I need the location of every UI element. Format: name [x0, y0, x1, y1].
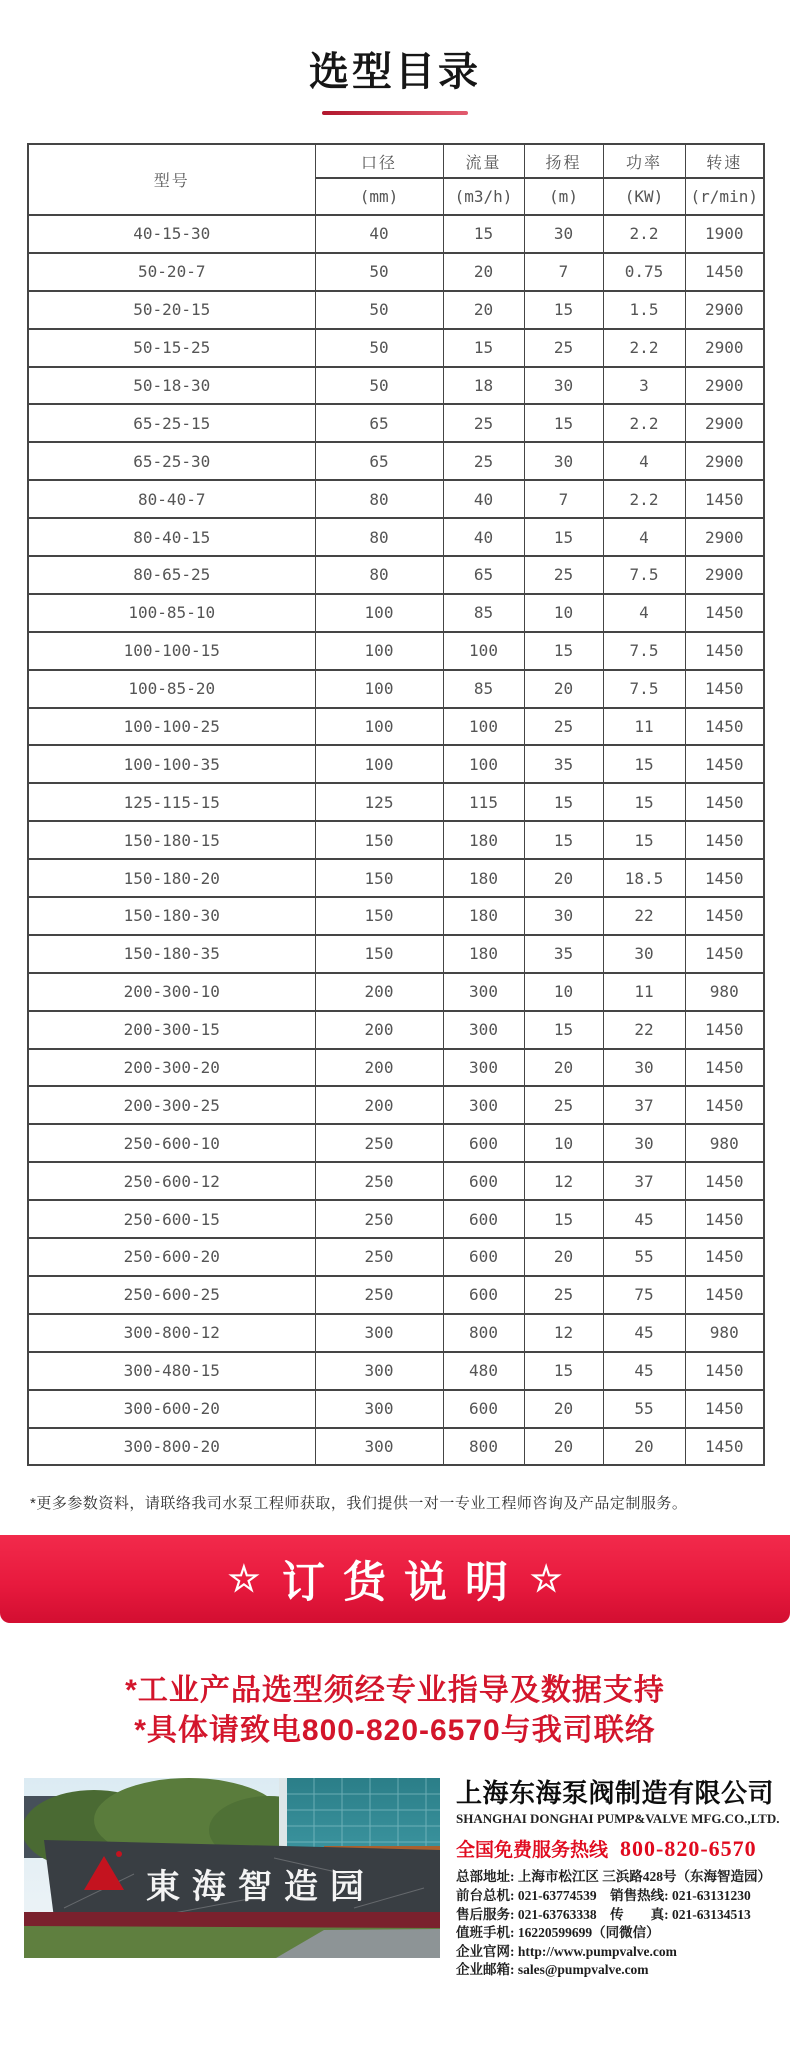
cell-speed: 1450: [685, 897, 764, 935]
col-header-model: 型号: [28, 144, 315, 215]
col-header-flow: 流量: [443, 144, 524, 178]
notice-line-2: *具体请致电800-820-6570与我司联络: [134, 1714, 656, 1748]
table-row: [28, 594, 764, 632]
cell-diameter: 125: [315, 783, 443, 821]
cell-flow: 40: [443, 518, 524, 556]
cell-flow: 600: [443, 1200, 524, 1238]
cell-speed: 980: [685, 1314, 764, 1352]
cell-flow: 600: [443, 1124, 524, 1162]
cell-head: 30: [524, 442, 603, 480]
cell-diameter: 100: [315, 632, 443, 670]
cell-diameter: 200: [315, 1011, 443, 1049]
cell-speed: 2900: [685, 404, 764, 442]
cell-power: 3: [603, 367, 685, 405]
cell-flow: 600: [443, 1162, 524, 1200]
cell-speed: 2900: [685, 367, 764, 405]
cell-speed: 1900: [685, 215, 764, 253]
cell-diameter: 50: [315, 329, 443, 367]
cell-diameter: 300: [315, 1390, 443, 1428]
cell-flow: 300: [443, 1086, 524, 1124]
col-header-diameter: 口径: [315, 144, 443, 178]
photo-flower-hedge: [24, 1912, 440, 1928]
cell-model: 200-300-25: [28, 1086, 315, 1124]
col-unit-flow: (m3/h): [443, 178, 524, 215]
cell-model: 100-85-10: [28, 594, 315, 632]
table-row: [28, 291, 764, 329]
photo-sign-text: 東海智造园: [146, 1868, 376, 1907]
cell-flow: 25: [443, 404, 524, 442]
table-row: [28, 556, 764, 594]
col-unit-diameter: (mm): [315, 178, 443, 215]
cell-power: 45: [603, 1314, 685, 1352]
cell-head: 7: [524, 253, 603, 291]
cell-head: 20: [524, 1238, 603, 1276]
table-header: [28, 144, 764, 215]
cell-model: 250-600-20: [28, 1238, 315, 1276]
cell-flow: 100: [443, 745, 524, 783]
title-underline: [322, 111, 468, 115]
cell-speed: 1450: [685, 935, 764, 973]
cell-speed: 1450: [685, 745, 764, 783]
cell-diameter: 80: [315, 480, 443, 518]
cell-speed: 2900: [685, 518, 764, 556]
cell-diameter: 100: [315, 745, 443, 783]
cell-model: 50-18-30: [28, 367, 315, 405]
cell-model: 100-100-25: [28, 708, 315, 746]
cell-diameter: 200: [315, 1086, 443, 1124]
cell-speed: 1450: [685, 480, 764, 518]
cell-speed: 1450: [685, 1238, 764, 1276]
cell-power: 22: [603, 897, 685, 935]
table-row: [28, 670, 764, 708]
hotline-number: 800-820-6570: [620, 1836, 757, 1862]
cell-speed: 1450: [685, 859, 764, 897]
cell-power: 7.5: [603, 632, 685, 670]
cell-flow: 65: [443, 556, 524, 594]
cell-diameter: 250: [315, 1200, 443, 1238]
table-row: [28, 1011, 764, 1049]
cell-flow: 300: [443, 1011, 524, 1049]
company-address: 总部地址: 上海市松江区 三浜路428号（东海智造园）: [456, 1869, 771, 1885]
table-row: [28, 518, 764, 556]
cell-power: 15: [603, 745, 685, 783]
table-row: [28, 1314, 764, 1352]
cell-power: 20: [603, 1428, 685, 1466]
cell-speed: 1450: [685, 1390, 764, 1428]
cell-head: 25: [524, 329, 603, 367]
cell-head: 10: [524, 594, 603, 632]
cell-speed: 1450: [685, 821, 764, 859]
cell-power: 75: [603, 1276, 685, 1314]
cell-speed: 2900: [685, 329, 764, 367]
cell-diameter: 80: [315, 518, 443, 556]
cell-diameter: 250: [315, 1124, 443, 1162]
table-row: [28, 783, 764, 821]
cell-diameter: 100: [315, 670, 443, 708]
table-row: [28, 1390, 764, 1428]
company-name-en: SHANGHAI DONGHAI PUMP&VALVE MFG.CO.,LTD.: [456, 1811, 780, 1827]
cell-flow: 20: [443, 291, 524, 329]
cell-model: 200-300-15: [28, 1011, 315, 1049]
table-row: [28, 480, 764, 518]
cell-speed: 1450: [685, 708, 764, 746]
cell-diameter: 250: [315, 1276, 443, 1314]
notice-line-1: *工业产品选型须经专业指导及数据支持: [125, 1674, 665, 1708]
cell-speed: 980: [685, 1124, 764, 1162]
cell-diameter: 250: [315, 1238, 443, 1276]
cell-model: 40-15-30: [28, 215, 315, 253]
cell-power: 18.5: [603, 859, 685, 897]
cell-speed: 1450: [685, 1428, 764, 1466]
table-body: [28, 215, 764, 1465]
cell-model: 65-25-30: [28, 442, 315, 480]
table-row: [28, 897, 764, 935]
cell-model: 250-600-10: [28, 1124, 315, 1162]
cell-head: 25: [524, 1276, 603, 1314]
cell-flow: 85: [443, 594, 524, 632]
cell-flow: 600: [443, 1276, 524, 1314]
cell-head: 15: [524, 1011, 603, 1049]
table-row: [28, 1162, 764, 1200]
cell-model: 150-180-15: [28, 821, 315, 859]
cell-model: 80-65-25: [28, 556, 315, 594]
cell-diameter: 80: [315, 556, 443, 594]
cell-model: 50-20-7: [28, 253, 315, 291]
cell-power: 55: [603, 1390, 685, 1428]
company-name-cn: 上海东海泵阀制造有限公司: [456, 1778, 775, 1809]
cell-head: 15: [524, 821, 603, 859]
cell-flow: 300: [443, 1049, 524, 1087]
table-row: [28, 1276, 764, 1314]
cell-power: 37: [603, 1162, 685, 1200]
cell-flow: 180: [443, 935, 524, 973]
footnote-text: *更多参数资料，请联络我司水泵工程师获取，我们提供一对一专业工程师咨询及产品定制服务。: [30, 1495, 688, 1513]
cell-flow: 100: [443, 708, 524, 746]
cell-model: 80-40-15: [28, 518, 315, 556]
cell-flow: 100: [443, 632, 524, 670]
cell-speed: 1450: [685, 253, 764, 291]
cell-power: 30: [603, 935, 685, 973]
cell-head: 15: [524, 632, 603, 670]
cell-head: 15: [524, 1352, 603, 1390]
cell-diameter: 65: [315, 404, 443, 442]
cell-diameter: 150: [315, 897, 443, 935]
cell-power: 2.2: [603, 329, 685, 367]
cell-speed: 1450: [685, 1162, 764, 1200]
cell-head: 20: [524, 1428, 603, 1466]
cell-speed: 2900: [685, 291, 764, 329]
cell-power: 4: [603, 442, 685, 480]
cell-speed: 1450: [685, 1049, 764, 1087]
cell-flow: 800: [443, 1428, 524, 1466]
cell-head: 20: [524, 1390, 603, 1428]
cell-diameter: 200: [315, 973, 443, 1011]
col-header-power: 功率: [603, 144, 685, 178]
star-icon: ☆: [530, 1558, 563, 1600]
cell-diameter: 100: [315, 708, 443, 746]
cell-diameter: 200: [315, 1049, 443, 1087]
company-service-fax-line: 售后服务: 021-63763338 传 真: 021-63134513: [456, 1906, 751, 1922]
table-row: [28, 215, 764, 253]
cell-flow: 115: [443, 783, 524, 821]
cell-power: 45: [603, 1352, 685, 1390]
cell-head: 15: [524, 783, 603, 821]
col-unit-power: (KW): [603, 178, 685, 215]
cell-flow: 180: [443, 859, 524, 897]
cell-power: 37: [603, 1086, 685, 1124]
cell-flow: 300: [443, 973, 524, 1011]
cell-power: 4: [603, 518, 685, 556]
notice-block: [0, 1671, 790, 1751]
cell-head: 30: [524, 897, 603, 935]
hotline-label: 全国免费服务热线: [456, 1840, 609, 1862]
cell-diameter: 50: [315, 253, 443, 291]
cell-speed: 1450: [685, 1276, 764, 1314]
cell-diameter: 250: [315, 1162, 443, 1200]
cell-speed: 1450: [685, 1352, 764, 1390]
cell-model: 250-600-12: [28, 1162, 315, 1200]
cell-model: 300-600-20: [28, 1390, 315, 1428]
donghai-logo-dot: [116, 1851, 122, 1857]
table-row: [28, 442, 764, 480]
cell-speed: 980: [685, 973, 764, 1011]
cell-flow: 15: [443, 215, 524, 253]
cell-flow: 800: [443, 1314, 524, 1352]
cell-head: 12: [524, 1162, 603, 1200]
cell-model: 100-100-15: [28, 632, 315, 670]
table-row: [28, 973, 764, 1011]
company-details: [456, 1868, 786, 1980]
cell-head: 20: [524, 1049, 603, 1087]
cell-flow: 20: [443, 253, 524, 291]
cell-flow: 480: [443, 1352, 524, 1390]
table-row: [28, 935, 764, 973]
cell-flow: 40: [443, 480, 524, 518]
col-header-head: 扬程: [524, 144, 603, 178]
company-info: [456, 1778, 786, 1980]
cell-diameter: 150: [315, 935, 443, 973]
cell-power: 45: [603, 1200, 685, 1238]
cell-diameter: 40: [315, 215, 443, 253]
selection-table: [27, 143, 765, 1466]
cell-model: 150-180-20: [28, 859, 315, 897]
company-email-line: 企业邮箱: sales@pumpvalve.com: [456, 1962, 649, 1978]
cell-head: 30: [524, 367, 603, 405]
cell-flow: 180: [443, 821, 524, 859]
cell-model: 50-15-25: [28, 329, 315, 367]
cell-model: 300-480-15: [28, 1352, 315, 1390]
order-notice-banner: [0, 1535, 790, 1623]
cell-power: 7.5: [603, 556, 685, 594]
cell-head: 15: [524, 404, 603, 442]
cell-model: 300-800-20: [28, 1428, 315, 1466]
cell-model: 200-300-20: [28, 1049, 315, 1087]
cell-diameter: 50: [315, 291, 443, 329]
cell-head: 20: [524, 670, 603, 708]
cell-head: 10: [524, 1124, 603, 1162]
cell-diameter: 300: [315, 1352, 443, 1390]
company-website-line: 企业官网: http://www.pumpvalve.com: [456, 1943, 677, 1959]
cell-power: 55: [603, 1238, 685, 1276]
table-row: [28, 1086, 764, 1124]
cell-head: 10: [524, 973, 603, 1011]
cell-diameter: 300: [315, 1314, 443, 1352]
col-unit-head: (m): [524, 178, 603, 215]
table-row: [28, 367, 764, 405]
cell-head: 15: [524, 1200, 603, 1238]
cell-head: 12: [524, 1314, 603, 1352]
cell-flow: 600: [443, 1390, 524, 1428]
cell-flow: 180: [443, 897, 524, 935]
cell-head: 20: [524, 859, 603, 897]
cell-power: 22: [603, 1011, 685, 1049]
factory-photo: [24, 1778, 440, 1958]
table-row: [28, 1352, 764, 1390]
cell-head: 30: [524, 215, 603, 253]
table-row: [28, 1049, 764, 1087]
cell-head: 35: [524, 935, 603, 973]
cell-head: 25: [524, 708, 603, 746]
cell-power: 30: [603, 1124, 685, 1162]
footer-section: [24, 1778, 790, 1980]
cell-speed: 1450: [685, 1200, 764, 1238]
cell-diameter: 65: [315, 442, 443, 480]
table-row: [28, 821, 764, 859]
table-row: [28, 1238, 764, 1276]
cell-speed: 1450: [685, 670, 764, 708]
table-row: [28, 253, 764, 291]
col-unit-speed: (r/min): [685, 178, 764, 215]
cell-power: 11: [603, 708, 685, 746]
col-header-speed: 转速: [685, 144, 764, 178]
star-icon: ☆: [227, 1558, 260, 1600]
company-mobile-line: 值班手机: 16220599699（同微信）: [456, 1925, 660, 1941]
table-row: [28, 632, 764, 670]
page-title: 选型目录: [309, 50, 481, 94]
cell-power: 30: [603, 1049, 685, 1087]
table-row: [28, 404, 764, 442]
cell-model: 150-180-30: [28, 897, 315, 935]
table-row: [28, 329, 764, 367]
cell-flow: 85: [443, 670, 524, 708]
cell-power: 0.75: [603, 253, 685, 291]
banner-title: 订货说明: [282, 1558, 526, 1607]
cell-speed: 1450: [685, 1011, 764, 1049]
cell-power: 15: [603, 821, 685, 859]
table-row: [28, 1200, 764, 1238]
cell-head: 15: [524, 518, 603, 556]
cell-diameter: 100: [315, 594, 443, 632]
cell-speed: 1450: [685, 632, 764, 670]
cell-model: 250-600-15: [28, 1200, 315, 1238]
cell-diameter: 50: [315, 367, 443, 405]
table-row: [28, 1428, 764, 1466]
cell-speed: 1450: [685, 594, 764, 632]
company-phone-line: 前台总机: 021-63774539 销售热线: 021-63131230: [456, 1887, 751, 1903]
cell-speed: 1450: [685, 1086, 764, 1124]
cell-flow: 18: [443, 367, 524, 405]
cell-diameter: 150: [315, 821, 443, 859]
cell-model: 125-115-15: [28, 783, 315, 821]
cell-flow: 600: [443, 1238, 524, 1276]
cell-head: 25: [524, 556, 603, 594]
cell-power: 11: [603, 973, 685, 1011]
cell-head: 35: [524, 745, 603, 783]
cell-power: 15: [603, 783, 685, 821]
cell-model: 300-800-12: [28, 1314, 315, 1352]
table-row: [28, 859, 764, 897]
cell-speed: 2900: [685, 442, 764, 480]
cell-power: 1.5: [603, 291, 685, 329]
cell-flow: 15: [443, 329, 524, 367]
cell-head: 25: [524, 1086, 603, 1124]
cell-power: 4: [603, 594, 685, 632]
cell-model: 65-25-15: [28, 404, 315, 442]
cell-model: 80-40-7: [28, 480, 315, 518]
cell-diameter: 300: [315, 1428, 443, 1466]
table-header-row-labels: [28, 144, 764, 178]
cell-model: 100-85-20: [28, 670, 315, 708]
cell-power: 7.5: [603, 670, 685, 708]
cell-flow: 25: [443, 442, 524, 480]
cell-model: 250-600-25: [28, 1276, 315, 1314]
cell-model: 150-180-35: [28, 935, 315, 973]
cell-model: 200-300-10: [28, 973, 315, 1011]
hotline: [456, 1835, 786, 1862]
cell-diameter: 150: [315, 859, 443, 897]
table-row: [28, 708, 764, 746]
cell-model: 100-100-35: [28, 745, 315, 783]
cell-speed: 2900: [685, 556, 764, 594]
cell-speed: 1450: [685, 783, 764, 821]
table-row: [28, 745, 764, 783]
cell-power: 2.2: [603, 404, 685, 442]
cell-power: 2.2: [603, 215, 685, 253]
cell-power: 2.2: [603, 480, 685, 518]
cell-head: 7: [524, 480, 603, 518]
table-row: [28, 1124, 764, 1162]
cell-model: 50-20-15: [28, 291, 315, 329]
cell-head: 15: [524, 291, 603, 329]
